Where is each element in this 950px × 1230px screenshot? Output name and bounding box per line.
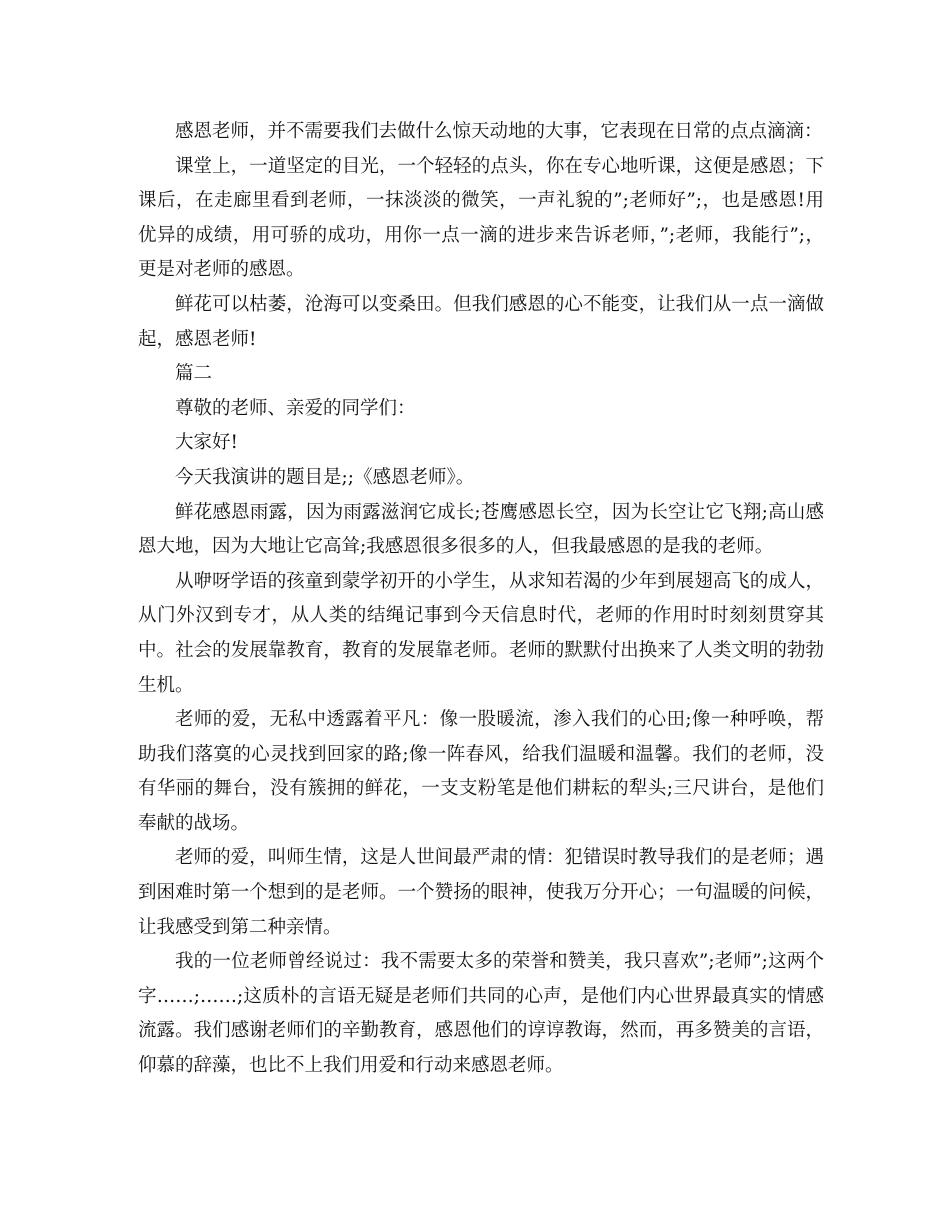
greeting: 大家好! xyxy=(175,432,238,454)
paragraph: 鲜花可以枯萎，沧海可以变桑田。但我们感恩的心不能变，让我们从一点一滴做起，感恩老师! xyxy=(138,293,824,350)
paragraph: 从咿呀学语的孩童到蒙学初开的小学生，从求知若渴的少年到展翅高飞的成人，从门外汉到专才，从人类的结绳记事到今天信息时代，老师的作用时时刻刻贯穿其中。社会的发展靠教育，教育的发展靠老师。老师的默默付出换来了人类文明的勃勃生机。 xyxy=(138,570,824,696)
paragraph: 我的一位老师曾经说过：我不需要太多的荣誉和赞美，我只喜欢”;老师”;这两个字……;……;这质朴的言语无疑是老师们共同的心声，是他们内心世界最真实的情感流露。我们感谢老师们的辛勤教育，感恩他们的谆谆教诲，然而，再多赞美的言语，仰慕的辞藻，也比不上我们用爱和行动来感恩老师。 xyxy=(138,951,824,1077)
paragraph: 老师的爱，无私中透露着平凡：像一股暖流，渗入我们的心田;像一种呼唤，帮助我们落寞的心灵找到回家的路;像一阵春风，给我们温暖和温馨。我们的老师，没有华丽的舞台，没有簇拥的鲜花，一支支粉笔是他们耕耘的犁头;三尺讲台，是他们奉献的战场。 xyxy=(138,709,824,834)
paragraph: 课堂上，一道坚定的目光，一个轻轻的点头，你在专心地听课，这便是感恩；下课后，在走廊里看到老师，一抹淡淡的微笑，一声礼貌的”;老师好”;，也是感恩!用优异的成绩，用可骄的成功，用你一点一滴的进步来告诉老师，”;老师，我能行”;，更是对老师的感恩。 xyxy=(138,155,824,281)
section-heading: 篇二 xyxy=(175,363,213,385)
paragraph: 鲜花感恩雨露，因为雨露滋润它成长;苍鹰感恩长空，因为长空让它飞翔;高山感恩大地，因为大地让它高耸;我感恩很多很多的人，但我最感恩的是我的老师。 xyxy=(138,501,824,558)
paragraph: 感恩老师，并不需要我们去做什么惊天动地的大事，它表现在日常的点点滴滴： xyxy=(175,121,823,142)
salutation: 尊敬的老师、亲爱的同学们： xyxy=(175,397,416,419)
paragraph: 老师的爱，叫师生情，这是人世间最严肃的情：犯错误时教导我们的是老师；遇到困难时第一个想到的是老师。一个赞扬的眼神，使我万分开心；一句温暖的问候，让我感受到第二种亲情。 xyxy=(138,847,824,938)
document-body xyxy=(138,115,824,1084)
speech-title-line: 今天我演讲的题目是;;《感恩老师》。 xyxy=(175,466,475,488)
